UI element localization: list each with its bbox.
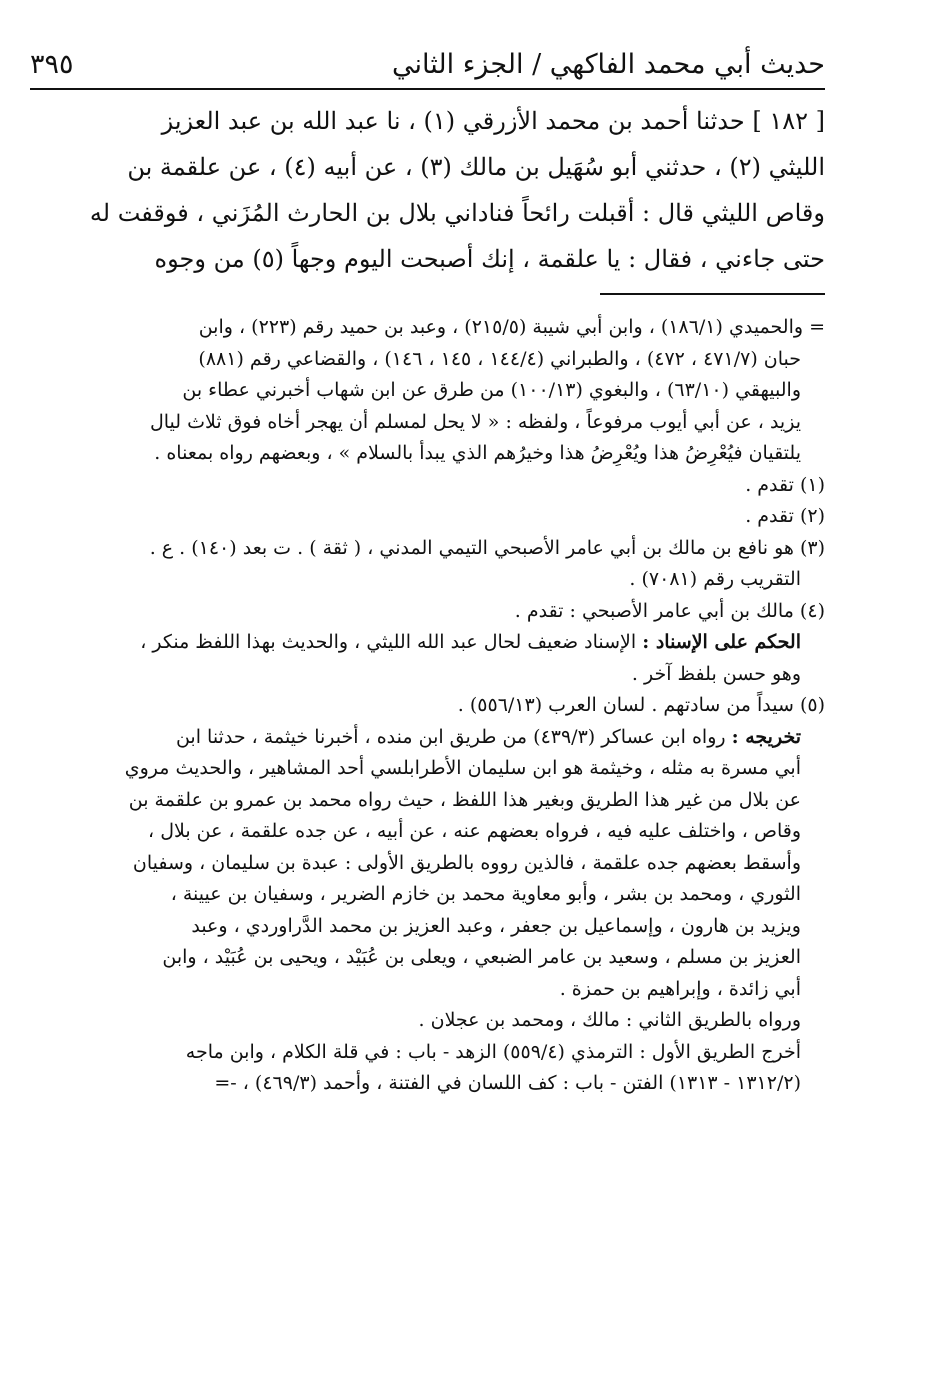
footnote-line bbox=[30, 816, 825, 848]
footnote-text: (٣) هو نافع بن مالك بن أبي عامر الأصبحي التيمي المدني ، ( ثقة ) . ت بعد (١٤٠) . ع . bbox=[149, 536, 825, 559]
footnote-text: ويزيد بن هارون ، وإسماعيل بن جعفر ، وعبد العزيز بن محمد الدَّراوردي ، وعبد bbox=[191, 914, 801, 937]
footnote-text: وهو حسن بلفظ آخر . bbox=[631, 662, 801, 685]
footnote-text: الإسناد ضعيف لحال عبد الله الليثي ، والحديث بهذا اللفظ منكر ، bbox=[140, 631, 643, 653]
main-text bbox=[30, 98, 825, 282]
footnote-line bbox=[30, 627, 825, 659]
main-line: الليثي (٢) ، حدثني أبو سُهَيل بن مالك (٣) ، عن أبيه (٤) ، عن علقمة بن bbox=[127, 153, 825, 181]
footnote-line bbox=[30, 659, 825, 691]
footnote-text: حبان (٤٧١/٧ ، ٤٧٢) ، والطبراني (١٤٤/٤ ، ١٤٥ ، ١٤٦) ، والقضاعي رقم (٨٨١) bbox=[198, 347, 801, 370]
footnote-text: العزيز بن مسلم ، وسعيد بن عامر الضبعي ، ويعلى بن عُبَيْد ، ويحيى بن عُبَيْد ، وابن bbox=[162, 946, 801, 968]
footnote-line bbox=[30, 470, 825, 502]
footnotes bbox=[30, 312, 825, 1100]
header-rule bbox=[30, 88, 825, 90]
page-header bbox=[30, 40, 825, 90]
footnote-text: = والحميدي (١٨٦/١) ، وابن أبي شيبة (٢١٥/٥) ، وعبد بن حميد رقم (٢٢٣) ، وابن bbox=[198, 316, 825, 338]
main-line: [ ١٨٢ ] حدثنا أحمد بن محمد الأزرقي (١) ، نا عبد الله بن عبد العزيز bbox=[161, 107, 825, 135]
footnote-line bbox=[30, 596, 825, 628]
footnote-line bbox=[30, 1005, 825, 1037]
main-line: حتى جاءني ، فقال : يا علقمة ، إنك أصبحت اليوم وجهاً (٥) من وجوه bbox=[154, 245, 825, 273]
running-title: حديث أبي محمد الفاكهي / الجزء الثاني bbox=[392, 49, 825, 80]
footnote-label: الحكم على الإسناد : bbox=[642, 631, 801, 653]
footnote-text: والبيهقي (٦٣/١٠) ، والبغوي (١٠٠/١٣) من طرق عن ابن شهاب أخبرني عطاء بن bbox=[182, 379, 801, 401]
footnote-text: يلتقيان فيُعْرِضُ هذا ويُعْرِضُ هذا وخيرُهم الذي يبدأ بالسلام » ، وبعضهم رواه بمعناه . bbox=[154, 442, 801, 464]
footnote-text: (١) تقدم . bbox=[745, 473, 825, 496]
footnote-label: تخريجه : bbox=[731, 725, 801, 748]
footnote-line bbox=[30, 722, 825, 754]
footnote-text: (٢) تقدم . bbox=[745, 505, 825, 527]
footnote-line bbox=[30, 785, 825, 817]
footnote-text: أخرج الطريق الأول : الترمذي (٥٥٩/٤) الزهد - باب : في قلة الكلام ، وابن ماجه bbox=[185, 1040, 801, 1063]
footnote-line bbox=[30, 974, 825, 1006]
footnote-text: يزيد ، عن أبي أيوب مرفوعاً ، ولفظه : « لا يحل لمسلم أن يهجر أخاه فوق ثلاث ليال bbox=[149, 410, 801, 433]
footnote-line bbox=[30, 848, 825, 880]
footnote-line bbox=[30, 690, 825, 722]
footnote-text: (٥) سيداً من سادتهم . لسان العرب (٥٥٦/١٣) . bbox=[457, 694, 825, 716]
footnote-line bbox=[30, 407, 825, 439]
footnote-text: الثوري ، ومحمد بن بشر ، وأبو معاوية محمد بن خازم الضرير ، وسفيان بن عيينة ، bbox=[170, 883, 801, 905]
footnote-text: عن بلال من غير هذا الطريق وبغير هذا اللفظ ، حيث رواه محمد بن عمرو بن علقمة بن bbox=[128, 788, 801, 811]
footnote-separator bbox=[600, 293, 825, 295]
footnote-line bbox=[30, 942, 825, 974]
footnote-line bbox=[30, 438, 825, 470]
footnote-text: التقريب رقم (٧٠٨١) . bbox=[629, 568, 801, 590]
footnote-line bbox=[30, 375, 825, 407]
footnote-text: رواه ابن عساكر (٤٣٩/٣) من طريق ابن منده ، أخبرنا خيثمة ، حدثنا ابن bbox=[175, 725, 732, 748]
footnote-line bbox=[30, 911, 825, 943]
footnote-line bbox=[30, 879, 825, 911]
footnote-text: وأسقط بعضهم جده علقمة ، فالذين رووه بالطريق الأولى : عبدة بن سليمان ، وسفيان bbox=[132, 851, 801, 874]
main-line: وقاص الليثي قال : أقبلت رائحاً فناداني بلال بن الحارث المُزَني ، فوقفت له bbox=[89, 199, 825, 227]
page-number: ٣٩٥ bbox=[30, 49, 74, 80]
footnote-line bbox=[30, 753, 825, 785]
footnote-line bbox=[30, 344, 825, 376]
footnote-text: وقاص ، واختلف عليه فيه ، فرواه بعضهم عنه ، عن أبيه ، عن جده علقمة ، عن بلال ، bbox=[148, 820, 801, 842]
footnote-line bbox=[30, 312, 825, 344]
footnote-line bbox=[30, 564, 825, 596]
footnote-text: أبي مسرة به مثله ، وخيثمة هو ابن سليمان الأطرابلسي أحد المشاهير ، والحديث مروي bbox=[124, 757, 801, 779]
footnote-text: (١٣١٢/٢ - ١٣١٣) الفتن - باب : كف اللسان في الفتنة ، وأحمد (٤٦٩/٣) ، -= bbox=[214, 1072, 801, 1094]
footnote-text: ورواه بالطريق الثاني : مالك ، ومحمد بن عجلان . bbox=[418, 1009, 801, 1031]
footnote-text: (٤) مالك بن أبي عامر الأصبحي : تقدم . bbox=[514, 599, 825, 622]
footnote-line bbox=[30, 1068, 825, 1100]
footnote-line bbox=[30, 1037, 825, 1069]
footnote-line bbox=[30, 501, 825, 533]
footnote-line bbox=[30, 533, 825, 565]
footnote-text: أبي زائدة ، وإبراهيم بن حمزة . bbox=[559, 977, 801, 1000]
